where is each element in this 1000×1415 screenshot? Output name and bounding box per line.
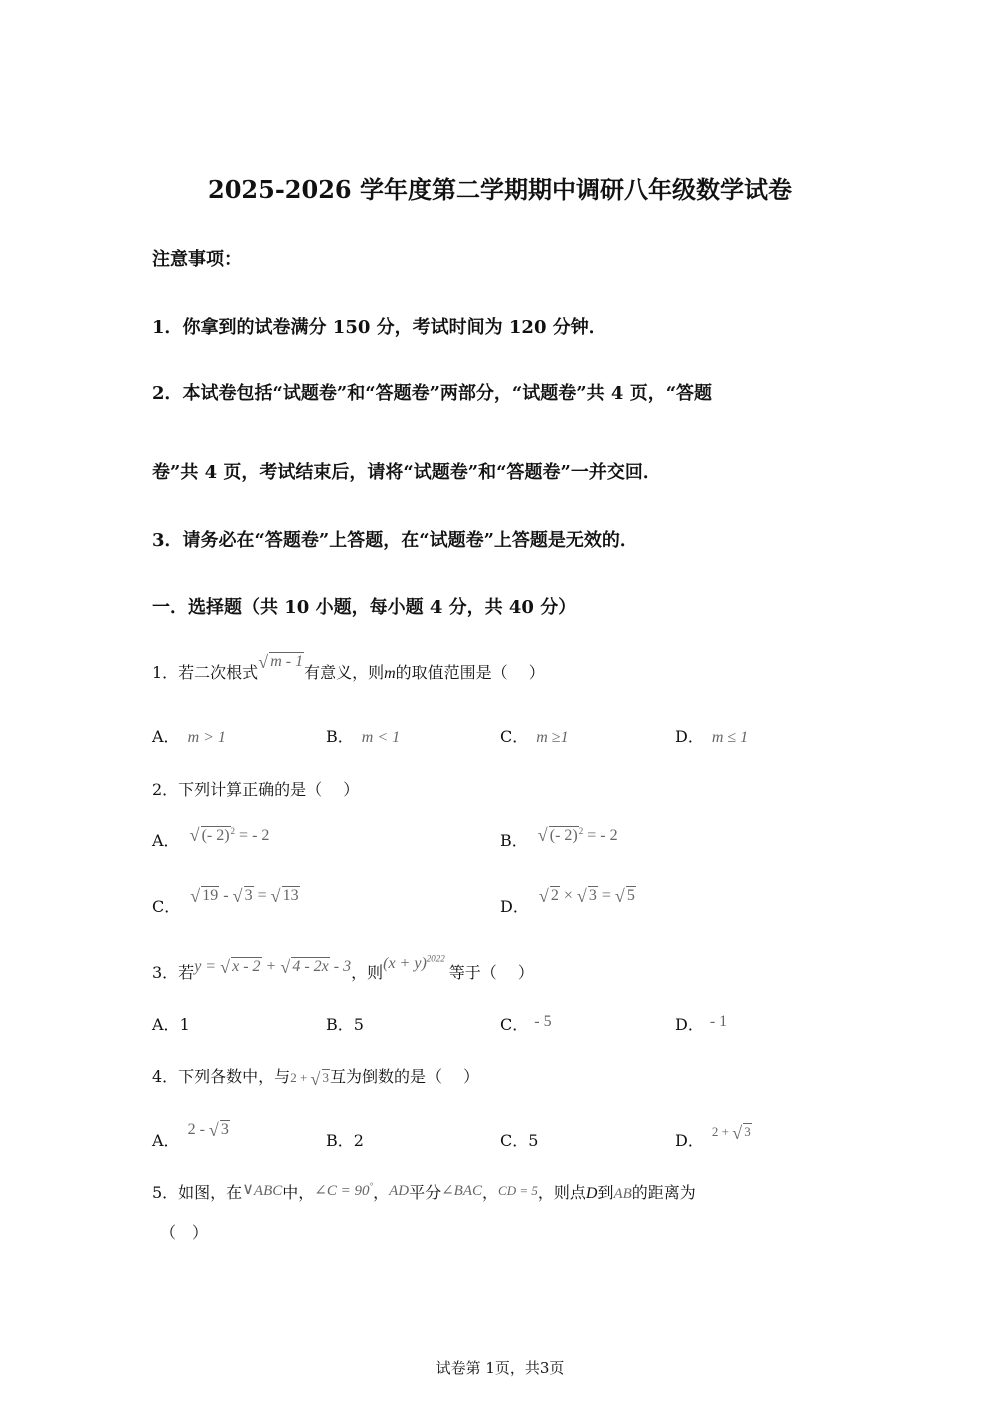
question-1-option-c: C． m ≥1: [500, 727, 569, 746]
question-1-stem: 1．若二次根式√ m - 1有意义，则m的取值范围是（ ）: [152, 660, 545, 683]
question-3-option-b: B．5: [326, 1015, 364, 1034]
question-2-option-d: D．√ 2 × √ 3 = √ 5: [500, 894, 636, 917]
question-5-answer-bracket: （ ）: [160, 1223, 209, 1242]
question-4-option-d: D． $^{2 + √ 3}$: [675, 1128, 752, 1151]
question-3-stem: 3．若y = √ x - 2 + √ 4 - 2x - 3，则$(x + y)^{2022}$等于（ ）: [152, 960, 534, 983]
question-3-option-d: D． - 1: [675, 1013, 728, 1034]
question-4-option-b: B．2: [326, 1131, 364, 1150]
section-heading: 一．选择题（共 10 小题，每小题 4 分，共 40 分）: [152, 597, 577, 618]
sqrt-expression: √ m - 1: [258, 653, 304, 671]
question-2-option-c: C．√ 19 - √ 3 = √ 13: [152, 894, 300, 917]
notice-item-2-line-2: 卷”共 4 页，考试结束后，请将“试题卷”和“答题卷”一并交回．: [152, 462, 661, 483]
page-title: 2025-2026 学年度第二学期期中调研八年级数学试卷: [208, 175, 792, 204]
question-1-option-a: A． m > 1: [152, 727, 226, 746]
page-footer: 试卷第 1页，共3页: [435, 1359, 565, 1377]
question-2-stem: 2．下列计算正确的是（ ）: [152, 780, 360, 799]
question-4-option-a: A．2 - √ 3: [152, 1128, 230, 1151]
notice-item-1: 1．你拿到的试卷满分 150 分，考试时间为 120 分钟．: [152, 317, 607, 338]
notice-item-2-line-1: 2．本试卷包括“试题卷”和“答题卷”两部分，“试题卷”共 4 页，“答题: [152, 383, 713, 404]
question-3-option-a: A．1: [152, 1015, 190, 1034]
question-4-stem: 4．下列各数中，与2 + √ 3互为倒数的是（ ）: [152, 1064, 479, 1087]
question-2-option-b: B．√ (- 2)$^2$ = - 2: [500, 828, 618, 851]
question-3-option-c: C． - 5: [500, 1013, 552, 1034]
question-2-option-a: A．√ (- 2)$^2$ = - 2: [152, 828, 269, 851]
notice-heading: 注意事项：: [152, 249, 242, 270]
question-1-option-d: D． m ≤ 1: [675, 727, 749, 746]
question-5-stem: 5．如图，在∨ABC中，∠C = 90°，AD平分∠BAC，CD = 5，则点D到AB的距离为: [152, 1181, 696, 1202]
question-1-option-b: B． m < 1: [326, 727, 401, 746]
notice-item-3: 3．请务必在“答题卷”上答题，在“试题卷”上答题是无效的．: [152, 530, 638, 551]
question-4-option-c: C．5: [500, 1131, 539, 1150]
